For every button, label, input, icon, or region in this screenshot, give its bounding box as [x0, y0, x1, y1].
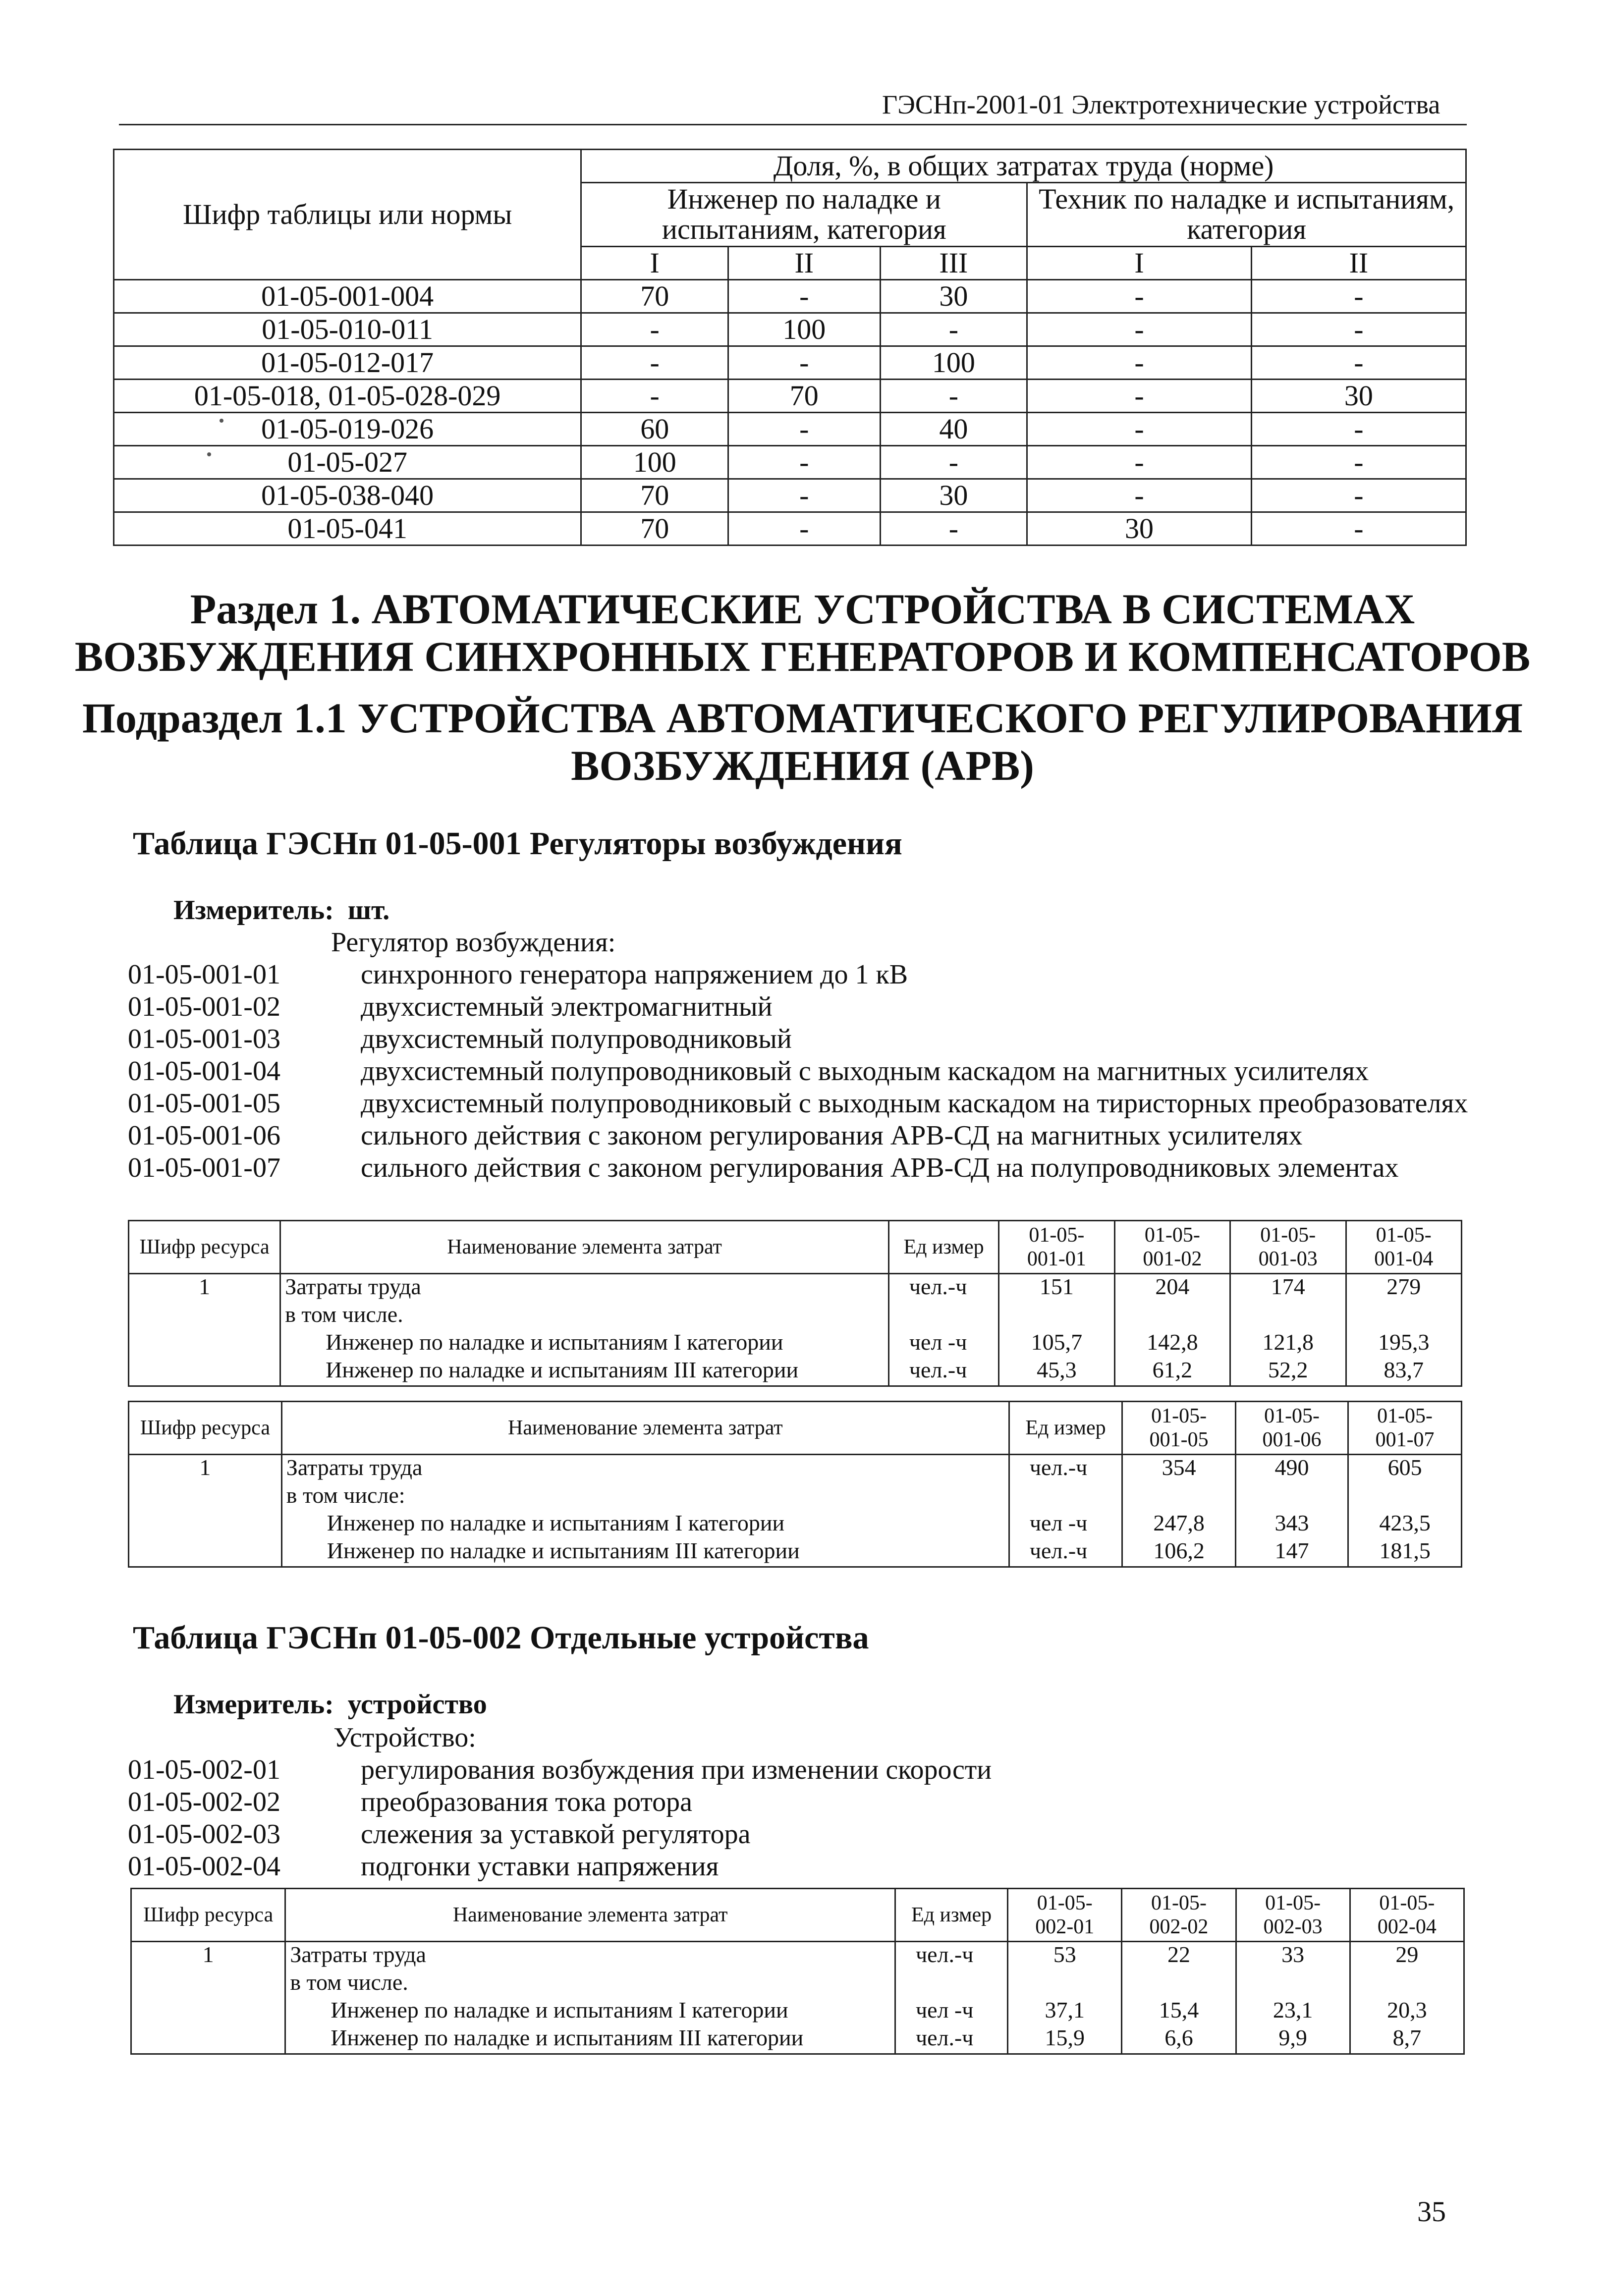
unit — [895, 1970, 1007, 1998]
share-cell: - — [1027, 413, 1252, 446]
table-row — [129, 1274, 1462, 1303]
norm-code-part: 002-01 — [1035, 1915, 1095, 1938]
resource-code — [129, 1483, 282, 1511]
norm-column-header — [1122, 1889, 1236, 1942]
norm-description: сильного действия с законом регулирования АРВ-СД на магнитных усилителях — [361, 1120, 1303, 1151]
header-rule — [119, 124, 1467, 125]
norm-code: 01-05-001-07 — [128, 1152, 280, 1183]
measure-label: Измеритель: — [173, 895, 334, 926]
share-cell: 100 — [728, 313, 880, 346]
resource-code: 1 — [131, 1942, 285, 1970]
norm-code: 01-05-001-02 — [128, 991, 280, 1022]
norm-code-part: 01-05- — [1151, 1404, 1207, 1427]
norm-code: 01-05-002-03 — [128, 1819, 280, 1850]
list-item — [128, 1088, 1471, 1120]
section-title-line-1: Раздел 1. АВТОМАТИЧЕСКИЕ УСТРОЙСТВА В СИСТЕМАХ — [190, 585, 1415, 633]
unit: чел -ч — [895, 1998, 1007, 2025]
list-item — [128, 1754, 1471, 1786]
unit: чел -ч — [888, 1330, 998, 1358]
distribution-table — [113, 149, 1467, 546]
value-cell — [1348, 1483, 1462, 1511]
cost-element-name: в том числе. — [285, 1970, 895, 1998]
norm-code-part: 001-02 — [1143, 1248, 1202, 1270]
cat-header: I — [581, 247, 728, 280]
norm-code-part: 01-05- — [1151, 1891, 1207, 1914]
cost-element-name: Инженер по наладке и испытаниям III категории — [281, 1538, 1009, 1567]
norm-code: 01-05-001-04 — [128, 1056, 280, 1087]
value-cell — [1235, 1483, 1348, 1511]
value-cell: 23,1 — [1236, 1998, 1350, 2025]
table-row — [114, 413, 1466, 446]
norm-column-header — [1236, 1889, 1350, 1942]
unit — [888, 1302, 998, 1330]
col-resource-code-header: Шифр ресурса — [129, 1221, 280, 1274]
cost-element-name: Затраты труда — [280, 1274, 889, 1303]
col-name-header: Наименование элемента затрат — [281, 1402, 1009, 1455]
header-row — [129, 1221, 1462, 1274]
norm-code: 01-05-001-06 — [128, 1120, 280, 1151]
share-cell: 30 — [880, 280, 1027, 313]
unit: чел.-ч — [1009, 1455, 1122, 1483]
norm-column-header — [1235, 1402, 1348, 1455]
row-code: 01-05-041 — [114, 512, 581, 546]
norm-code-part: 001-07 — [1375, 1428, 1435, 1451]
table-row — [114, 280, 1466, 313]
norm-code: 01-05-002-02 — [128, 1787, 280, 1817]
value-cell — [1008, 1970, 1122, 1998]
share-cell: 70 — [581, 479, 728, 512]
value-cell: 22 — [1122, 1942, 1236, 1970]
resource-table — [128, 1401, 1462, 1568]
table-row — [129, 1511, 1462, 1538]
resource-code — [129, 1330, 280, 1358]
cat-header: II — [728, 247, 880, 280]
table-row — [131, 1998, 1464, 2025]
share-cell: - — [1027, 446, 1252, 479]
cost-element-name: в том числе: — [281, 1483, 1009, 1511]
cost-element-name: Затраты труда — [285, 1942, 895, 1970]
value-cell — [1236, 1970, 1350, 1998]
share-cell: - — [1251, 479, 1466, 512]
resource-code — [129, 1511, 282, 1538]
share-cell: - — [1027, 280, 1252, 313]
scan-speck — [207, 452, 211, 456]
norm-code: 01-05-002-01 — [128, 1754, 280, 1785]
table-caption: Таблица ГЭСНп 01-05-001 Регуляторы возбуждения — [133, 825, 902, 862]
value-cell — [1114, 1302, 1230, 1330]
subsection-title-line-1: Подраздел 1.1 УСТРОЙСТВА АВТОМАТИЧЕСКОГО РЕГУЛИРОВАНИЯ — [82, 694, 1523, 742]
table-row — [114, 512, 1466, 546]
list-item — [128, 1851, 1471, 1883]
value-cell — [1350, 1970, 1464, 1998]
value-cell: 490 — [1235, 1455, 1348, 1483]
table-row — [129, 1483, 1462, 1511]
resource-code — [131, 2025, 285, 2054]
norm-description: двухсистемный полупроводниковый с выходным каскадом на магнитных усилителях — [361, 1056, 1369, 1087]
value-cell: 15,9 — [1008, 2025, 1122, 2054]
norm-description: двухсистемный полупроводниковый с выходным каскадом на тиристорных преобразователях — [361, 1088, 1468, 1119]
cat-header: III — [880, 247, 1027, 280]
value-cell — [1230, 1302, 1346, 1330]
list-item — [128, 1120, 1471, 1152]
list-item — [128, 991, 1471, 1023]
share-cell: - — [581, 380, 728, 413]
share-cell: - — [1251, 512, 1466, 546]
share-cell: - — [1251, 313, 1466, 346]
share-cell: 40 — [880, 413, 1027, 446]
norm-column-header — [1114, 1221, 1230, 1274]
value-cell: 83,7 — [1346, 1358, 1462, 1386]
cost-element-name: в том числе. — [280, 1302, 889, 1330]
value-cell: 106,2 — [1122, 1538, 1236, 1567]
share-cell: - — [728, 413, 880, 446]
value-cell: 204 — [1114, 1274, 1230, 1303]
value-cell — [1122, 1483, 1236, 1511]
cost-element-name: Инженер по наладке и испытаниям I категории — [281, 1511, 1009, 1538]
unit: чел -ч — [1009, 1511, 1122, 1538]
norm-description: сильного действия с законом регулирования АРВ-СД на полупроводниковых элементах — [361, 1152, 1399, 1183]
cost-element-name: Инженер по наладке и испытаниям I категории — [285, 1998, 895, 2025]
row-code: 01-05-027 — [114, 446, 581, 479]
value-cell: 61,2 — [1114, 1358, 1230, 1386]
share-cell: 30 — [1251, 380, 1466, 413]
share-cell: 30 — [1027, 512, 1252, 546]
engineer-header: Инженер по наладке и испытаниям, категория — [581, 183, 1027, 247]
share-cell: - — [1251, 280, 1466, 313]
value-cell — [1346, 1302, 1462, 1330]
share-cell: - — [728, 346, 880, 380]
norm-column-header — [1230, 1221, 1346, 1274]
col-resource-code-header: Шифр ресурса — [129, 1402, 282, 1455]
norm-code-part: 002-02 — [1149, 1915, 1209, 1938]
table-row — [129, 1538, 1462, 1567]
norm-description: подгонки уставки напряжения — [361, 1851, 719, 1882]
table-row — [129, 1302, 1462, 1330]
norm-code-part: 001-05 — [1149, 1428, 1209, 1451]
share-cell: 100 — [880, 346, 1027, 380]
norm-code-part: 01-05- — [1265, 1891, 1321, 1914]
norm-code-part: 01-05- — [1260, 1223, 1316, 1247]
value-cell: 33 — [1236, 1942, 1350, 1970]
measure-line — [173, 1689, 487, 1720]
norm-code: 01-05-001-01 — [128, 959, 280, 990]
share-cell: - — [880, 446, 1027, 479]
table-row — [114, 313, 1466, 346]
norm-code-part: 002-04 — [1377, 1915, 1437, 1938]
share-cell: - — [1251, 413, 1466, 446]
table-row — [129, 1455, 1462, 1483]
share-cell: 70 — [581, 512, 728, 546]
list-intro: Устройство: — [333, 1722, 476, 1753]
resource-code — [129, 1358, 280, 1386]
scan-speck — [220, 419, 223, 423]
resource-code — [131, 1998, 285, 2025]
share-header: Доля, %, в общих затратах труда (норме) — [581, 150, 1466, 183]
resource-table — [130, 1888, 1465, 2055]
norm-column-header — [999, 1221, 1114, 1274]
value-cell: 105,7 — [999, 1330, 1114, 1358]
measure-value: устройство — [347, 1689, 487, 1720]
table-row — [114, 479, 1466, 512]
norm-description: двухсистемный полупроводниковый — [361, 1024, 792, 1054]
value-cell: 8,7 — [1350, 2025, 1464, 2054]
table-row — [114, 380, 1466, 413]
value-cell — [999, 1302, 1114, 1330]
value-cell: 605 — [1348, 1455, 1462, 1483]
value-cell: 9,9 — [1236, 2025, 1350, 2054]
row-code: 01-05-019-026 — [114, 413, 581, 446]
norm-code-part: 01-05- — [1144, 1223, 1200, 1247]
share-cell: 70 — [728, 380, 880, 413]
resource-code — [129, 1302, 280, 1330]
cost-element-name: Затраты труда — [281, 1455, 1009, 1483]
header-row — [131, 1889, 1464, 1942]
technician-header: Техник по наладке и испытаниям, категория — [1027, 183, 1466, 247]
col-unit-header: Ед измер — [888, 1221, 998, 1274]
unit: чел.-ч — [888, 1358, 998, 1386]
unit: чел.-ч — [895, 2025, 1007, 2054]
value-cell: 181,5 — [1348, 1538, 1462, 1567]
norm-code-part: 01-05- — [1264, 1404, 1320, 1427]
list-item — [128, 1818, 1471, 1851]
resource-code: 1 — [129, 1274, 280, 1303]
norm-description: слежения за уставкой регулятора — [361, 1819, 751, 1850]
norm-code: 01-05-001-03 — [128, 1024, 280, 1054]
value-cell: 6,6 — [1122, 2025, 1236, 2054]
value-cell: 20,3 — [1350, 1998, 1464, 2025]
norm-description: двухсистемный электромагнитный — [361, 991, 773, 1022]
value-cell: 247,8 — [1122, 1511, 1236, 1538]
norm-code-part: 001-04 — [1374, 1248, 1434, 1270]
measure-line — [173, 894, 389, 926]
unit: чел.-ч — [1009, 1538, 1122, 1567]
share-cell: - — [1027, 479, 1252, 512]
cat-header: I — [1027, 247, 1252, 280]
norm-code: 01-05-001-05 — [128, 1088, 280, 1119]
norm-code-part: 01-05- — [1037, 1891, 1093, 1914]
cost-element-name: Инженер по наладке и испытаниям III категории — [280, 1358, 889, 1386]
page-number: 35 — [1417, 2195, 1446, 2228]
header-row — [129, 1402, 1462, 1455]
col-name-header: Наименование элемента затрат — [280, 1221, 889, 1274]
share-cell: 100 — [581, 446, 728, 479]
table-row — [114, 346, 1466, 380]
norm-code-part: 001-01 — [1027, 1248, 1086, 1270]
value-cell: 45,3 — [999, 1358, 1114, 1386]
value-cell: 354 — [1122, 1455, 1236, 1483]
value-cell: 195,3 — [1346, 1330, 1462, 1358]
share-cell: 30 — [880, 479, 1027, 512]
value-cell: 174 — [1230, 1274, 1346, 1303]
resource-code: 1 — [129, 1455, 282, 1483]
share-cell: - — [728, 479, 880, 512]
share-cell: - — [581, 313, 728, 346]
col-unit-header: Ед измер — [895, 1889, 1007, 1942]
list-item — [128, 959, 1471, 991]
norm-column-header — [1346, 1221, 1462, 1274]
row-code: 01-05-012-017 — [114, 346, 581, 380]
norm-column-header — [1348, 1402, 1462, 1455]
value-cell: 279 — [1346, 1274, 1462, 1303]
resource-table — [128, 1220, 1462, 1387]
resource-code — [131, 1970, 285, 1998]
cat-header: II — [1251, 247, 1466, 280]
row-code: 01-05-001-004 — [114, 280, 581, 313]
subsection-title-line-2: ВОЗБУЖДЕНИЯ (АРВ) — [571, 742, 1034, 789]
value-cell: 52,2 — [1230, 1358, 1346, 1386]
share-cell: - — [1251, 346, 1466, 380]
norm-column-header — [1122, 1402, 1236, 1455]
list-item — [128, 1023, 1471, 1055]
share-cell: - — [1027, 346, 1252, 380]
share-cell: 60 — [581, 413, 728, 446]
value-cell: 37,1 — [1008, 1998, 1122, 2025]
list-item — [128, 1786, 1471, 1818]
value-cell: 53 — [1008, 1942, 1122, 1970]
norm-description: синхронного генератора напряжением до 1 кВ — [361, 959, 908, 990]
measure-label: Измеритель: — [173, 1689, 334, 1720]
table-row — [114, 446, 1466, 479]
section-title-line-2: ВОЗБУЖДЕНИЯ СИНХРОННЫХ ГЕНЕРАТОРОВ И КОМПЕНСАТОРОВ — [74, 633, 1531, 680]
share-cell: - — [581, 346, 728, 380]
value-cell: 142,8 — [1114, 1330, 1230, 1358]
share-cell: - — [880, 313, 1027, 346]
norm-code-part: 001-03 — [1258, 1248, 1318, 1270]
list-intro: Регулятор возбуждения: — [331, 927, 616, 958]
norm-code-part: 01-05- — [1379, 1891, 1435, 1914]
norm-code-part: 01-05- — [1376, 1223, 1432, 1247]
share-cell: - — [880, 380, 1027, 413]
share-cell: - — [728, 280, 880, 313]
share-cell: - — [1251, 446, 1466, 479]
cost-element-name: Инженер по наладке и испытаниям III категории — [285, 2025, 895, 2054]
table-row — [129, 1330, 1462, 1358]
share-cell: - — [1027, 380, 1252, 413]
table-row — [131, 1942, 1464, 1970]
share-cell: - — [880, 512, 1027, 546]
unit — [1009, 1483, 1122, 1511]
running-header: ГЭСНп-2001-01 Электротехнические устройства — [882, 90, 1440, 119]
value-cell: 423,5 — [1348, 1511, 1462, 1538]
value-cell: 343 — [1235, 1511, 1348, 1538]
table-row — [131, 2025, 1464, 2054]
col-name-header: Наименование элемента затрат — [285, 1889, 895, 1942]
row-code: 01-05-018, 01-05-028-029 — [114, 380, 581, 413]
share-cell: - — [728, 446, 880, 479]
norm-code-part: 01-05- — [1377, 1404, 1433, 1427]
norm-description: преобразования тока ротора — [361, 1787, 693, 1817]
norm-code: 01-05-002-04 — [128, 1851, 280, 1882]
norm-list — [128, 927, 1471, 1184]
value-cell: 121,8 — [1230, 1330, 1346, 1358]
row-code: 01-05-010-011 — [114, 313, 581, 346]
cost-element-name: Инженер по наладке и испытаниям I категории — [280, 1330, 889, 1358]
share-cell: 70 — [581, 280, 728, 313]
measure-value: шт. — [347, 895, 390, 926]
col-resource-code-header: Шифр ресурса — [131, 1889, 285, 1942]
share-cell: - — [728, 512, 880, 546]
resource-code — [129, 1538, 282, 1567]
list-item — [128, 1152, 1471, 1184]
norm-code-part: 002-03 — [1263, 1915, 1323, 1938]
value-cell: 15,4 — [1122, 1998, 1236, 2025]
norm-code-part: 001-06 — [1262, 1428, 1322, 1451]
norm-list — [128, 1722, 1471, 1883]
share-cell: - — [1027, 313, 1252, 346]
norm-description: регулирования возбуждения при изменении скорости — [361, 1754, 992, 1785]
list-item — [128, 1055, 1471, 1088]
value-cell: 151 — [999, 1274, 1114, 1303]
value-cell — [1122, 1970, 1236, 1998]
table-row — [131, 1970, 1464, 1998]
row-code: 01-05-038-040 — [114, 479, 581, 512]
norm-code-part: 01-05- — [1029, 1223, 1085, 1247]
col-code-header: Шифр таблицы или нормы — [114, 150, 581, 280]
unit: чел.-ч — [895, 1942, 1007, 1970]
table-row — [129, 1358, 1462, 1386]
norm-column-header — [1350, 1889, 1464, 1942]
unit: чел.-ч — [888, 1274, 998, 1303]
value-cell: 147 — [1235, 1538, 1348, 1567]
norm-column-header — [1008, 1889, 1122, 1942]
col-unit-header: Ед измер — [1009, 1402, 1122, 1455]
value-cell: 29 — [1350, 1942, 1464, 1970]
table-caption: Таблица ГЭСНп 01-05-002 Отдельные устройства — [133, 1620, 869, 1656]
